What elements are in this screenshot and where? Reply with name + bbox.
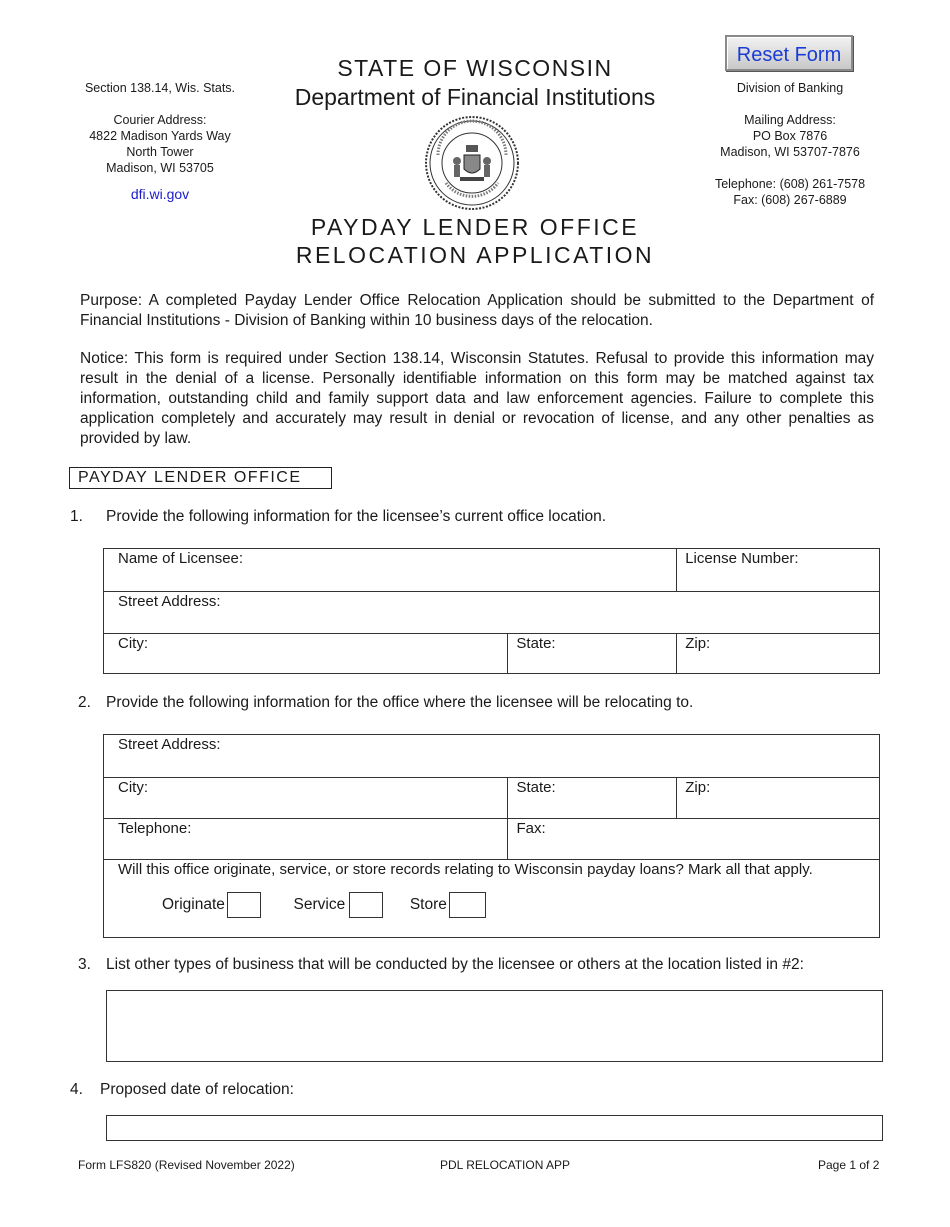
question-number: 1. xyxy=(70,508,83,525)
question-3-text: List other types of business that will be conducted by the licensee or others at the location listed in #2: xyxy=(106,956,804,973)
courier-address-line: 4822 Madison Yards Way xyxy=(89,129,231,143)
division-name: Division of Banking xyxy=(736,81,844,95)
street-address-field[interactable] xyxy=(104,592,880,634)
form-id: Form LFS820 (Revised November 2022) xyxy=(78,1158,295,1172)
notice-paragraph: Notice: This form is required under Section 138.14, Wisconsin Statutes. Refusal to provide this information may result in the denial of a license. Personally identifiable information on this form may be matched against tax information, outstanding child and family support data and law enforcement agencies. Failure to complete this application completely and accurately may result in denial or revocation of license, and any other penalties as provided by law. xyxy=(80,350,874,447)
question-number: 3. xyxy=(78,956,91,973)
field-label: Zip: xyxy=(685,635,711,652)
field-label: City: xyxy=(118,635,148,652)
records-question: Will this office originate, service, or store records relating to Wisconsin payday loans? Mark all that apply. xyxy=(118,861,813,878)
originate-label: Originate xyxy=(162,896,225,914)
question-number: 4. xyxy=(70,1081,83,1098)
new-street-address-field[interactable] xyxy=(104,735,880,778)
website-link[interactable]: dfi.wi.gov xyxy=(130,186,190,202)
field-label: State: xyxy=(516,779,556,796)
field-label: State: xyxy=(516,635,556,652)
field-label: City: xyxy=(118,779,148,796)
reset-form-button[interactable]: Reset Form xyxy=(725,35,853,71)
question-4-text: Proposed date of relocation: xyxy=(100,1081,294,1098)
field-label: Name of Licensee: xyxy=(118,550,244,567)
field-label: Street Address: xyxy=(118,593,221,610)
section-header: PAYDAY LENDER OFFICE xyxy=(69,467,332,489)
new-city-field[interactable] xyxy=(104,778,508,819)
courier-address-block xyxy=(60,80,260,202)
field-label: Street Address: xyxy=(118,736,221,753)
page-number: Page 1 of 2 xyxy=(818,1158,880,1172)
field-label: Telephone: xyxy=(118,820,192,837)
mailing-address-block xyxy=(700,80,880,208)
statute-reference: Section 138.14, Wis. Stats. xyxy=(84,81,236,95)
fax-text: Fax: (608) 267-6889 xyxy=(733,193,847,207)
courier-address-line: Madison, WI 53705 xyxy=(106,161,214,175)
store-checkbox[interactable] xyxy=(449,892,486,918)
new-fax-field[interactable] xyxy=(508,819,880,860)
telephone-text: Telephone: (608) 261-7578 xyxy=(714,177,866,191)
field-label: Zip: xyxy=(685,779,711,796)
form-title: PAYDAY LENDER OFFICE xyxy=(310,214,640,240)
department-title: Department of Financial Institutions xyxy=(294,84,656,110)
service-checkbox[interactable] xyxy=(349,892,383,918)
mailing-address-line: PO Box 7876 xyxy=(752,129,828,143)
mailing-address-line: Madison, WI 53707-7876 xyxy=(720,145,860,159)
license-number-field[interactable] xyxy=(677,549,880,592)
originate-checkbox[interactable] xyxy=(227,892,261,918)
new-state-field[interactable] xyxy=(508,778,677,819)
new-office-table xyxy=(103,734,880,938)
state-field[interactable] xyxy=(508,634,677,674)
field-label: Fax: xyxy=(516,820,546,837)
store-label: Store xyxy=(409,896,447,914)
mailing-address-label: Mailing Address: xyxy=(744,113,836,127)
records-checkbox-row xyxy=(118,892,873,918)
courier-address-line: North Tower xyxy=(126,145,194,159)
new-telephone-field[interactable] xyxy=(104,819,508,860)
city-field[interactable] xyxy=(104,634,508,674)
footer-title: PDL RELOCATION APP xyxy=(440,1158,571,1172)
records-activity-cell xyxy=(104,860,880,938)
courier-address-label: Courier Address: xyxy=(113,113,207,127)
question-1-text: Provide the following information for the licensee’s current office location. xyxy=(106,508,607,525)
service-label: Service xyxy=(293,896,346,914)
new-zip-field[interactable] xyxy=(677,778,880,819)
question-number: 2. xyxy=(78,694,91,711)
state-title: STATE OF WISCONSIN xyxy=(337,55,613,81)
other-business-textarea[interactable] xyxy=(106,990,883,1062)
purpose-paragraph: Purpose: A completed Payday Lender Office Relocation Application should be submitted to the Department of Financial Institutions - Division of Banking within 10 business days of the relocation. xyxy=(80,292,874,329)
licensee-name-field[interactable] xyxy=(104,549,677,592)
relocation-date-field[interactable] xyxy=(106,1115,883,1141)
current-office-table xyxy=(103,548,880,674)
zip-field[interactable] xyxy=(677,634,880,674)
state-seal-icon xyxy=(424,115,520,211)
question-2-text: Provide the following information for the office where the licensee will be relocating to. xyxy=(106,694,694,711)
form-subtitle: RELOCATION APPLICATION xyxy=(295,242,655,268)
field-label: License Number: xyxy=(685,550,799,567)
